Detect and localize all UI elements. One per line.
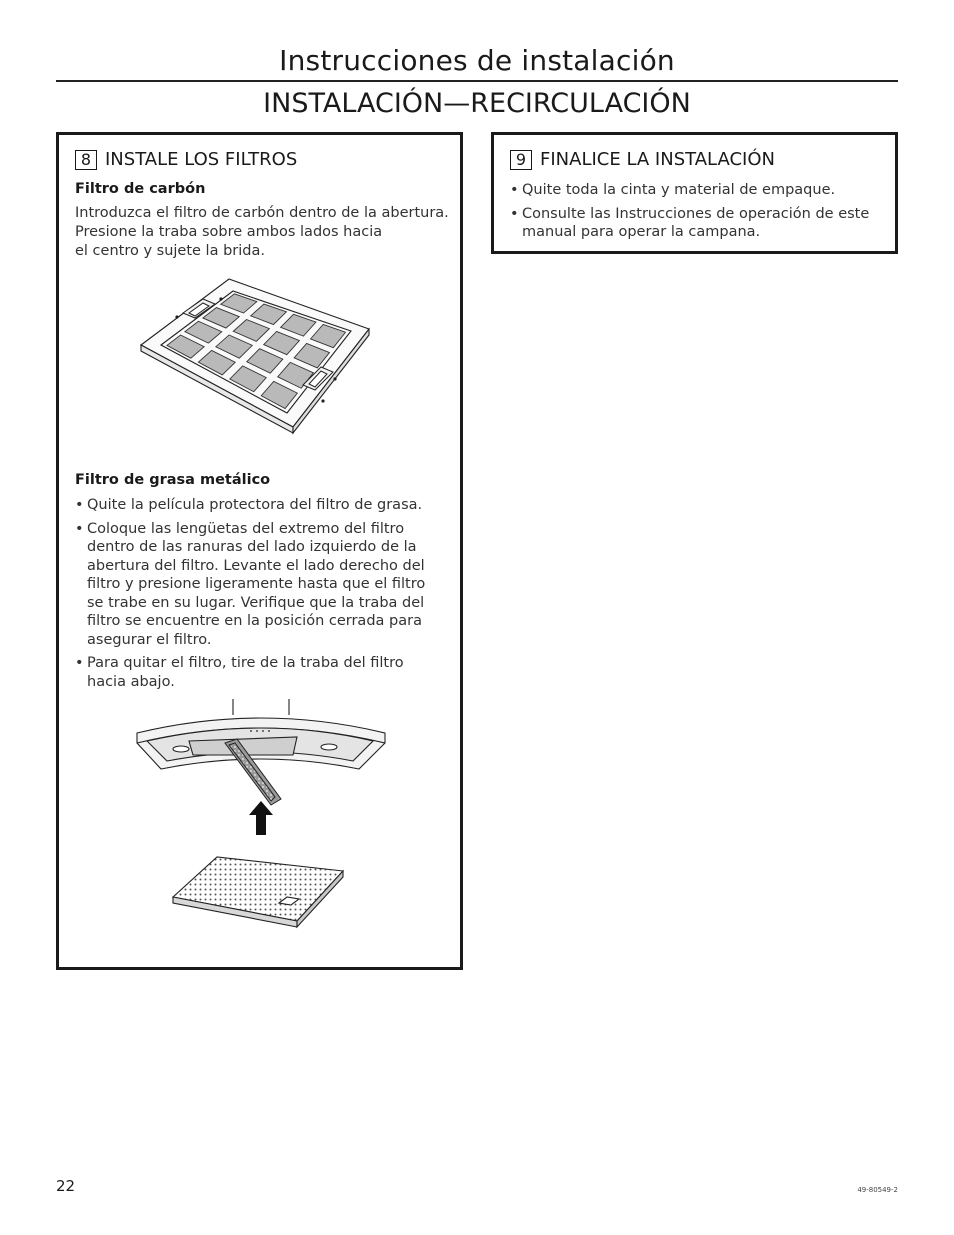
step-8-box xyxy=(56,132,463,970)
step-8-number: 8 xyxy=(75,150,97,170)
carbon-filter-illustration xyxy=(137,269,373,465)
document-code: 49-80549-2 xyxy=(857,1186,898,1194)
grease-bullet-2: • Coloque las lengüetas del extremo del filtro dentro de las ranuras del lado izquierdo de la abertura del filtro. Levante el lado derecho del filtro y presione ligeramente hasta que el filtro se trabe en su lugar. Verifique que la traba del filtro se encuentre en la posición cerrada para asegurar el filtro. xyxy=(75,520,435,650)
step-9-title: FINALICE LA INSTALACIÓN xyxy=(540,149,775,170)
grease-filter-list xyxy=(75,496,435,696)
carbon-line-2: Presione la traba sobre ambos lados hacia xyxy=(75,224,383,240)
grease-filter-illustration xyxy=(133,697,393,953)
page-number: 22 xyxy=(56,1177,76,1195)
grease-filter-heading: Filtro de grasa metálico xyxy=(75,472,271,488)
title-divider xyxy=(56,80,898,82)
step-9-header xyxy=(510,149,775,170)
step-9-box xyxy=(491,132,898,254)
step-9-bullet-1: • Quite toda la cinta y material de empaque. xyxy=(510,181,880,200)
step-9-list xyxy=(510,181,880,247)
grease-bullet-1: • Quite la película protectora del filtro de grasa. xyxy=(75,496,435,515)
step-9-number: 9 xyxy=(510,150,532,170)
grease-bullet-3: • Para quitar el filtro, tire de la traba del filtro hacia abajo. xyxy=(75,654,435,691)
carbon-filter-heading: Filtro de carbón xyxy=(75,181,206,197)
carbon-filter-text xyxy=(75,204,449,261)
page-subtitle: INSTALACIÓN—RECIRCULACIÓN xyxy=(263,88,691,119)
carbon-line-3: el centro y sujete la brida. xyxy=(75,243,265,259)
step-8-header xyxy=(75,149,297,170)
carbon-line-1: Introduzca el filtro de carbón dentro de la abertura. xyxy=(75,205,449,221)
page-title: Instrucciones de instalación xyxy=(279,44,675,77)
step-8-title: INSTALE LOS FILTROS xyxy=(105,149,298,170)
step-9-bullet-2: • Consulte las Instrucciones de operación de este manual para operar la campana. xyxy=(510,205,880,242)
